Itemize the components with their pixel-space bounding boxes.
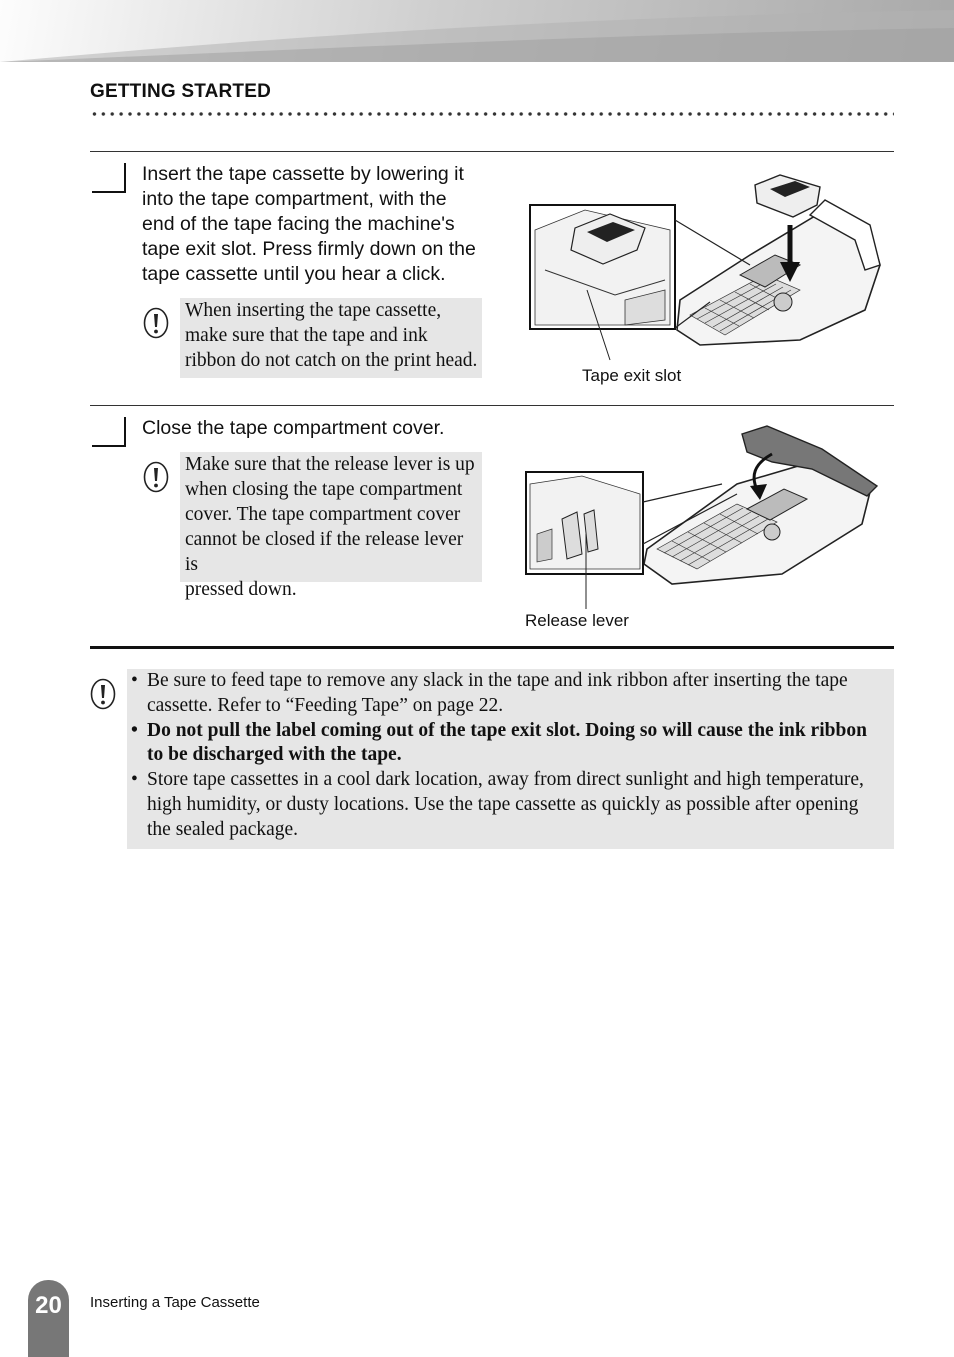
note-item-line: Be sure to feed tape to remove any slack in the tape and ink ribbon after inserting the tape <box>147 670 848 691</box>
note-item-line: Store tape cassettes in a cool dark location, away from direct sunlight and high temperature, <box>147 769 864 791</box>
step2-rule <box>90 405 894 406</box>
note-line: make sure that the tape and ink <box>185 325 428 346</box>
close-cover-illustration <box>522 424 887 614</box>
caution-icon <box>143 461 169 493</box>
note-item <box>127 768 888 842</box>
step2-line: Close the tape compartment cover. <box>142 417 445 439</box>
note-item-line: the sealed package. <box>147 818 299 840</box>
note-item-line: Do not pull the label coming out of the tape exit slot. Doing so will cause the ink ribbon <box>147 719 867 741</box>
step2-text <box>142 416 444 441</box>
note-item-line: cassette. Refer to “Feeding Tape” on page 22. <box>147 694 504 716</box>
dotted-divider <box>90 110 894 118</box>
step1-marker <box>92 163 126 193</box>
note-line: cover. The tape compartment cover <box>185 504 461 525</box>
tape-cassette-insert-illustration <box>525 170 890 370</box>
step1-note <box>180 298 482 378</box>
step1-line: Insert the tape cassette by lowering it <box>142 163 464 185</box>
step1-line: tape cassette until you hear a click. <box>142 263 446 285</box>
note-line: ribbon do not catch on the print head. <box>185 350 478 371</box>
note-item <box>127 669 888 719</box>
note-item-bold <box>127 719 888 769</box>
step1-line: into the tape compartment, with the <box>142 188 447 210</box>
note-line: When inserting the tape cassette, <box>185 300 442 321</box>
step2-marker <box>92 417 126 447</box>
note-line: cannot be closed if the release lever is <box>185 529 464 575</box>
note-line: pressed down. <box>185 579 297 600</box>
step1-text <box>142 162 507 287</box>
tape-exit-slot-label: Tape exit slot <box>582 366 682 385</box>
caution-icon <box>90 678 116 710</box>
note-item-line: high humidity, or dusty locations. Use the tape cassette as quickly as possible after opening <box>147 793 859 815</box>
step1-line: tape exit slot. Press firmly down on the <box>142 238 476 260</box>
bullet: • <box>131 719 138 741</box>
section-end-rule <box>90 646 894 649</box>
note-line: Make sure that the release lever is up <box>185 454 475 475</box>
bullet: • <box>131 670 138 691</box>
caution-icon <box>143 307 169 339</box>
release-lever-label: Release lever <box>525 611 629 630</box>
note-line: when closing the tape compartment <box>185 479 463 500</box>
footer-chapter-title: Inserting a Tape Cassette <box>90 1294 260 1311</box>
step1-rule <box>90 151 894 152</box>
header-band <box>0 0 954 62</box>
bullet: • <box>131 769 138 791</box>
step2-note <box>180 452 482 600</box>
section-title: GETTING STARTED <box>90 81 272 102</box>
page-number: 20 <box>35 1292 62 1319</box>
header-swoosh <box>0 0 954 62</box>
step1-line: end of the tape facing the machine's <box>142 213 455 235</box>
note-item-line: to be discharged with the tape. <box>147 744 402 766</box>
general-notes <box>127 669 894 849</box>
